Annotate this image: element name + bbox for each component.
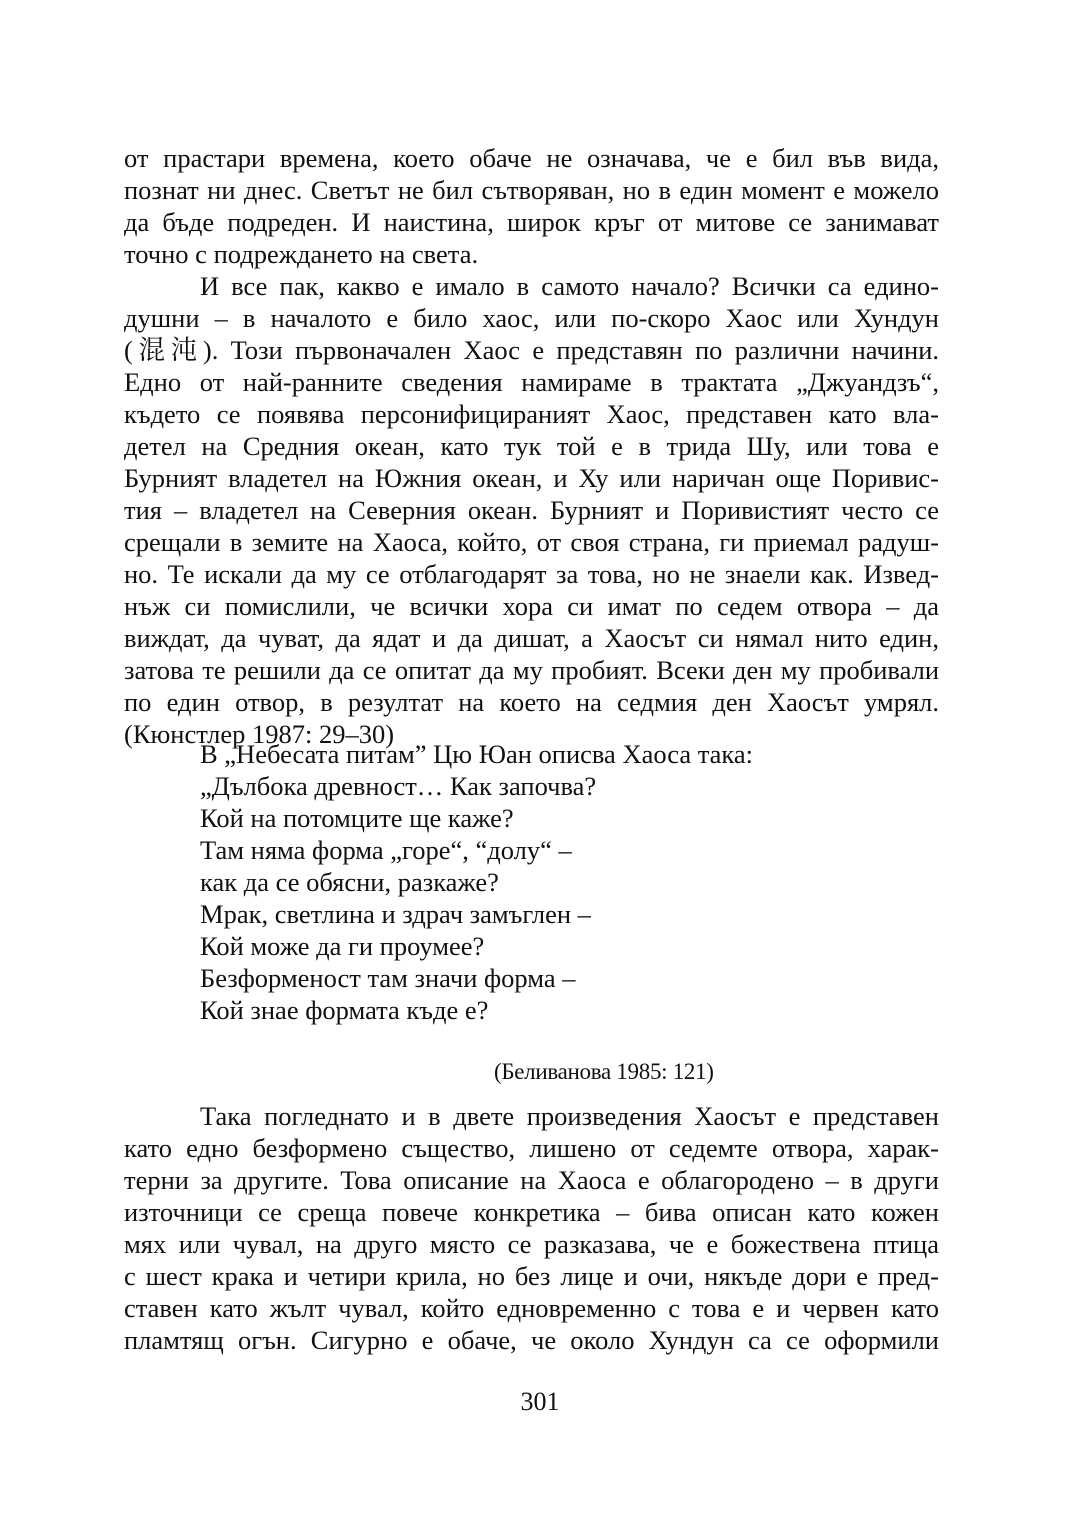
- paragraph-line: източници се среща повече конкретика – бива описан като кожен: [124, 1197, 939, 1227]
- paragraph-line: от прастари времена, което обаче не означава, че е бил във вида,: [124, 143, 939, 173]
- poem-line: Кой може да ги проумее?: [200, 931, 485, 961]
- paragraph-line: Така погледнато и в двете произведения Хаосът е представен: [200, 1101, 939, 1131]
- paragraph-1: [124, 142, 939, 270]
- paragraph-line: с шест крака и четири крила, но без лице и очи, някъде дори е пред-: [124, 1261, 939, 1291]
- paragraph-3: [124, 1100, 939, 1356]
- poem-line: В „Небесата питам” Цю Юан описва Хаоса така:: [200, 739, 753, 769]
- paragraph-line: виждат, да чуват, да ядат и да дишат, а Хаосът си нямал нито един,: [124, 623, 939, 653]
- paragraph-line: но. Те искали да му се отблагодарят за това, но не знаели как. Извед-: [124, 559, 939, 589]
- poem-line: Кой знае формата къде е?: [200, 995, 489, 1025]
- paragraph-line: мях или чувал, на друго място се разказава, че е божествена птица: [124, 1229, 939, 1259]
- paragraph-line: детел на Средния океан, като тук той е в трида Шу, или това е: [124, 431, 939, 461]
- paragraph-line: Едно от най-ранните сведения намираме в трактата „Джуандзъ“,: [124, 367, 939, 397]
- poem-line: Мрак, светлина и здрач замъглен –: [200, 899, 591, 929]
- paragraph-line: ставен като жълт чувал, който едновременно с това е и червен като: [124, 1293, 939, 1323]
- paragraph-line: тия – владетел на Северния океан. Бурният и Поривистият често се: [124, 495, 939, 525]
- paragraph-line: (Кюнстлер 1987: 29–30): [124, 719, 395, 749]
- paragraph-line: пламтящ огън. Сигурно е обаче, че около Хундун са се оформили: [124, 1325, 939, 1355]
- poem-line: Кой на потомците ще каже?: [200, 803, 514, 833]
- poem-quote: [200, 738, 900, 1026]
- paragraph-line: терни за другите. Това описание на Хаоса е облагородено – в други: [124, 1165, 939, 1195]
- poem-line: Безформеност там значи форма –: [200, 963, 576, 993]
- paragraph-line: затова те решили да се опитат да му пробият. Всеки ден му пробивали: [124, 655, 939, 685]
- page-number: 301: [520, 1387, 560, 1416]
- paragraph-line: по един отвор, в резултат на което на седмия ден Хаосът умрял.: [124, 687, 939, 717]
- poem-line: „Дълбока древност… Как започва?: [200, 771, 597, 801]
- poem-line: как да се обясни, разкаже?: [200, 867, 499, 897]
- paragraph-line: да бъде подреден. И наистина, широк кръг от митове се занимават: [124, 207, 939, 237]
- paragraph-line: (混沌). Този първоначален Хаос е представян по различни начини.: [124, 335, 939, 365]
- paragraph-line: нъж си помислили, че всички хора си имат по седем отвора – да: [124, 591, 939, 621]
- paragraph-line: като едно безформено същество, лишено от седемте отвора, харак-: [124, 1133, 939, 1163]
- paragraph-line: срещали в земите на Хаоса, който, от своя страна, ги приемал радуш-: [124, 527, 939, 557]
- paragraph-2: [124, 270, 939, 750]
- paragraph-line: Бурният владетел на Южния океан, и Ху или наричан още Поривис-: [124, 463, 939, 493]
- paragraph-line: точно с подреждането на света.: [124, 239, 479, 269]
- paragraph-line: душни – в началото е било хаос, или по-скоро Хаос или Хундун: [124, 303, 939, 333]
- paragraph-line: И все пак, какво е имало в самото начало? Всички са едино-: [200, 271, 939, 301]
- poem-line: Там няма форма „горе“, “долу“ –: [200, 835, 572, 865]
- paragraph-line: където се появява персонифицираният Хаос, представен като вла-: [124, 399, 939, 429]
- poem-citation: (Беливанова 1985: 121): [494, 1059, 714, 1084]
- paragraph-line: познат ни днес. Светът не бил сътворяван, но в един момент е можело: [124, 175, 939, 205]
